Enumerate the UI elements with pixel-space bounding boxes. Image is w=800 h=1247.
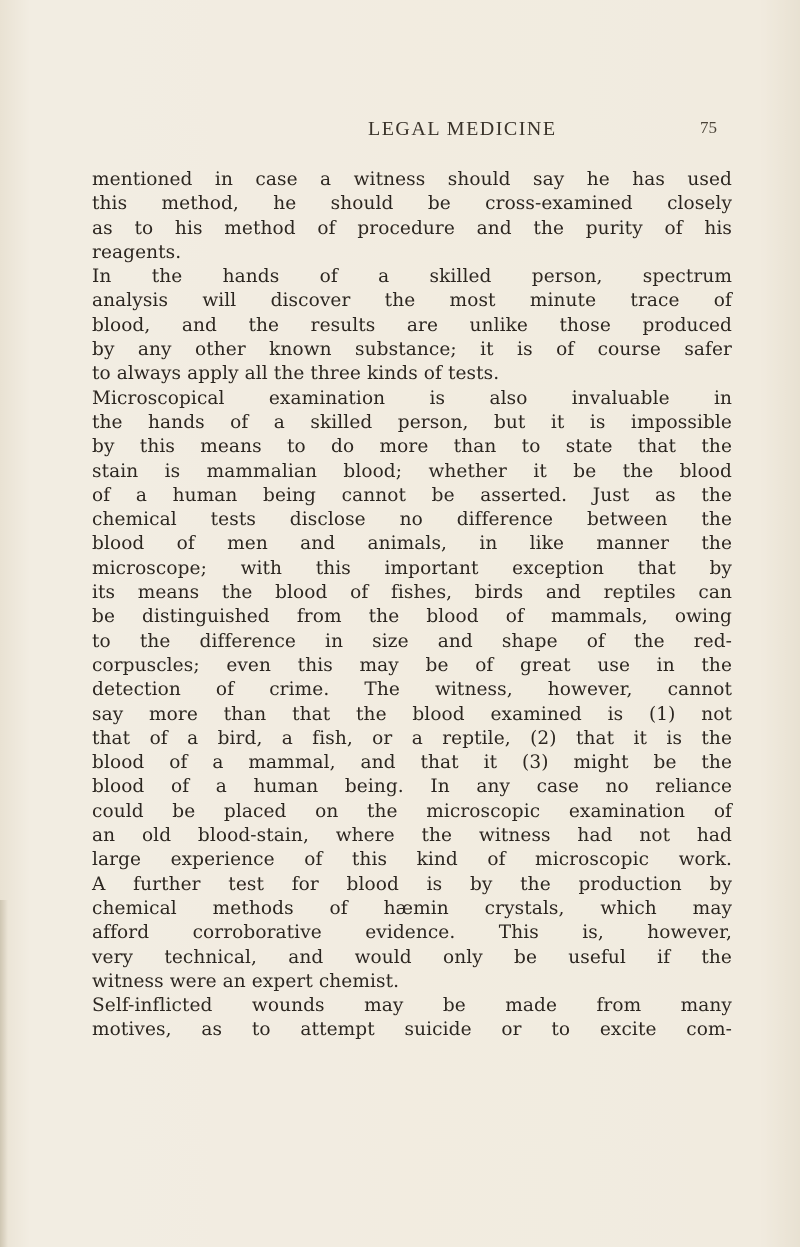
text-line: as to his method of procedure and the purity of his: [92, 217, 732, 239]
text-line: mentioned in case a witness should say he has used: [92, 169, 732, 190]
running-head-title: LEGAL MEDICINE: [368, 118, 557, 140]
text-line: blood, and the results are unlike those produced: [92, 314, 732, 336]
text-line: very technical, and would only be useful if the: [92, 946, 732, 968]
text-line: to always apply all the three kinds of tests.: [92, 363, 500, 385]
text-line: blood of a mammal, and that it (3) might be the: [92, 752, 732, 774]
text-line: A further test for blood is by the production by: [92, 873, 732, 895]
text-line: the hands of a skilled person, but it is impossible: [92, 411, 732, 433]
text-line: its means the blood of fishes, birds and reptiles can: [92, 582, 732, 604]
text-line: blood of men and animals, in like manner the: [92, 533, 732, 555]
text-line: detection of crime. The witness, however, cannot: [92, 679, 732, 701]
text-line: Microscopical examination is also invaluable in: [92, 387, 732, 409]
text-line: afford corroborative evidence. This is, however,: [92, 922, 732, 944]
text-line: be distinguished from the blood of mammals, owing: [92, 606, 732, 628]
text-line: stain is mammalian blood; whether it be the blood: [92, 460, 732, 482]
text-line: could be placed on the microscopic examination of: [92, 800, 732, 822]
page-edge-shadow: [0, 900, 8, 1247]
text-line: to the difference in size and shape of the red-: [92, 630, 732, 652]
text-line: chemical methods of hæmin crystals, which may: [92, 897, 732, 919]
text-line: In the hands of a skilled person, spectrum: [92, 266, 732, 288]
text-line: of a human being cannot be asserted. Just as the: [92, 484, 732, 506]
text-line: this method, he should be cross-examined closely: [92, 193, 732, 215]
running-head: [0, 118, 800, 148]
body-text: [92, 168, 732, 1043]
text-line: Self-inflicted wounds may be made from many: [92, 995, 732, 1017]
text-line: analysis will discover the most minute trace of: [92, 290, 732, 312]
text-line: say more than that the blood examined is (1) not: [92, 703, 732, 725]
text-line: microscope; with this important exception that by: [92, 557, 732, 579]
text-line: witness were an expert chemist.: [92, 970, 400, 992]
text-line: large experience of this kind of microscopic work.: [92, 849, 732, 871]
text-line: motives, as to attempt suicide or to excite com-: [92, 1019, 732, 1041]
text-line: that of a bird, a fish, or a reptile, (2) that it is the: [92, 727, 732, 749]
text-line: by any other known substance; it is of course safer: [92, 339, 732, 361]
text-line: chemical tests disclose no difference between the: [92, 509, 732, 531]
text-line: an old blood-stain, where the witness had not had: [92, 825, 732, 847]
text-line: by this means to do more than to state that the: [92, 436, 732, 458]
text-line: blood of a human being. In any case no reliance: [92, 776, 732, 798]
text-line: corpuscles; even this may be of great use in the: [92, 654, 732, 676]
page-number: 75: [700, 118, 717, 137]
text-line: reagents.: [92, 241, 182, 263]
